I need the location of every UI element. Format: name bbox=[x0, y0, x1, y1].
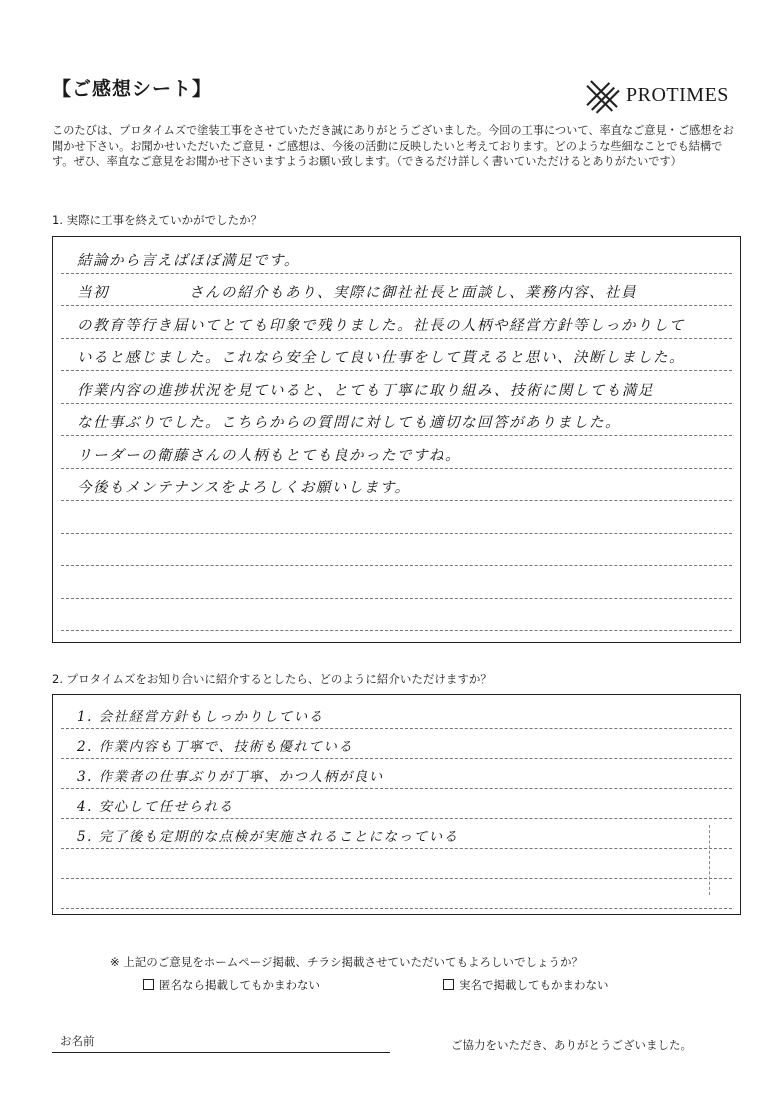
answer-line bbox=[61, 729, 732, 759]
handwritten-text: リーダーの衛藤さんの人柄もとても良かったですね。 bbox=[77, 447, 461, 464]
name-label: お名前 bbox=[60, 1034, 95, 1048]
answer-line bbox=[61, 789, 732, 819]
answer-line bbox=[61, 501, 732, 534]
logo-text: PROTIMES bbox=[626, 83, 729, 106]
handwritten-text: 2. 作業内容も丁寧で、技術も優れている bbox=[77, 739, 354, 755]
answer-line bbox=[61, 566, 732, 599]
handwritten-text: 1. 会社経営方針もしっかりしている bbox=[77, 709, 324, 725]
handwritten-text: 4. 安心して任せられる bbox=[77, 799, 234, 815]
name-field[interactable] bbox=[52, 1052, 390, 1053]
answer-line bbox=[61, 819, 732, 849]
question-1-label: 1. 実際に工事を終えていかがでしたか？ bbox=[52, 213, 263, 227]
handwritten-text: 今後もメンテナンスをよろしくお願いします。 bbox=[77, 480, 411, 496]
answer-line bbox=[61, 849, 732, 879]
checkbox-realname[interactable] bbox=[443, 979, 454, 990]
answer-line bbox=[61, 599, 732, 632]
protimes-logo bbox=[584, 76, 729, 114]
answer-line bbox=[61, 469, 732, 502]
handwritten-text: 当初 さんの紹介もあり、実際に御社社長と面談し、業務内容、社員 bbox=[77, 285, 637, 301]
handwritten-text: 結論から言えばほぼ満足です。 bbox=[77, 252, 300, 269]
handwritten-text: 3. 作業者の仕事ぶりが丁寧、かつ人柄が良い bbox=[77, 769, 384, 785]
answer-line bbox=[61, 339, 732, 372]
consent-option-anonymous-label: 匿名なら掲載してもかまわない bbox=[159, 978, 320, 992]
question-1-answer-box[interactable] bbox=[52, 236, 741, 643]
vertical-guide-mark bbox=[709, 825, 710, 895]
answer-line bbox=[61, 274, 732, 307]
consent-option-realname[interactable] bbox=[443, 977, 609, 993]
answer-line bbox=[61, 759, 732, 789]
consent-question: ※ 上記のご意見をホームページ掲載、チラシ掲載させていただいてもよろしいでしょうか？ bbox=[110, 955, 584, 969]
intro-paragraph: このたびは、プロタイムズで塗装工事をさせていただき誠にありがとうございました。今回の工事について、率直なご意見・ご感想をお聞かせ下さい。お聞かせいただいたご意見・ご感想は、今後の活動に反映したいと考えております。どのような些細なことでも結構です。ぜひ、率直なご意見をお聞かせ下さいますようお願い致します。（できるだけ詳しく書いていただけるとありがたいです） bbox=[52, 124, 734, 168]
answer-line bbox=[61, 699, 732, 729]
handwritten-text: 作業内容の進捗状況を見ていると、とても丁寧に取り組み、技術に関しても満足 bbox=[77, 382, 654, 399]
answer-line bbox=[61, 404, 732, 437]
answer-line bbox=[61, 534, 732, 567]
handwritten-text: いると感じました。これなら安全して良い仕事をして貰えると思い、決断しました。 bbox=[77, 350, 685, 366]
checkbox-anonymous[interactable] bbox=[143, 979, 154, 990]
sheet-title: 【ご感想シート】 bbox=[52, 78, 213, 100]
answer-line bbox=[61, 436, 732, 469]
consent-option-anonymous[interactable] bbox=[143, 977, 320, 993]
question-2-answer-box[interactable] bbox=[52, 694, 741, 915]
handwritten-text: な仕事ぶりでした。こちらからの質問に対しても適切な回答がありました。 bbox=[77, 415, 621, 431]
answer-line bbox=[61, 879, 732, 909]
question-2-label: 2. プロタイムズをお知り合いに紹介するとしたら、どのように紹介いただけますか？ bbox=[52, 672, 492, 686]
thanks-message: ご協力をいただき、ありがとうございました。 bbox=[451, 1038, 693, 1052]
answer-line bbox=[61, 371, 732, 404]
handwritten-text: の教育等行き届いてとても印象で残りました。社長の人柄や経営方針等しっかりして bbox=[77, 317, 685, 334]
handwritten-text: 5. 完了後も定期的な点検が実施されることになっている bbox=[77, 829, 459, 845]
protimes-logo-icon bbox=[584, 76, 622, 114]
consent-option-realname-label: 実名で掲載してもかまわない bbox=[459, 978, 609, 992]
answer-line bbox=[61, 241, 732, 274]
answer-line bbox=[61, 306, 732, 339]
